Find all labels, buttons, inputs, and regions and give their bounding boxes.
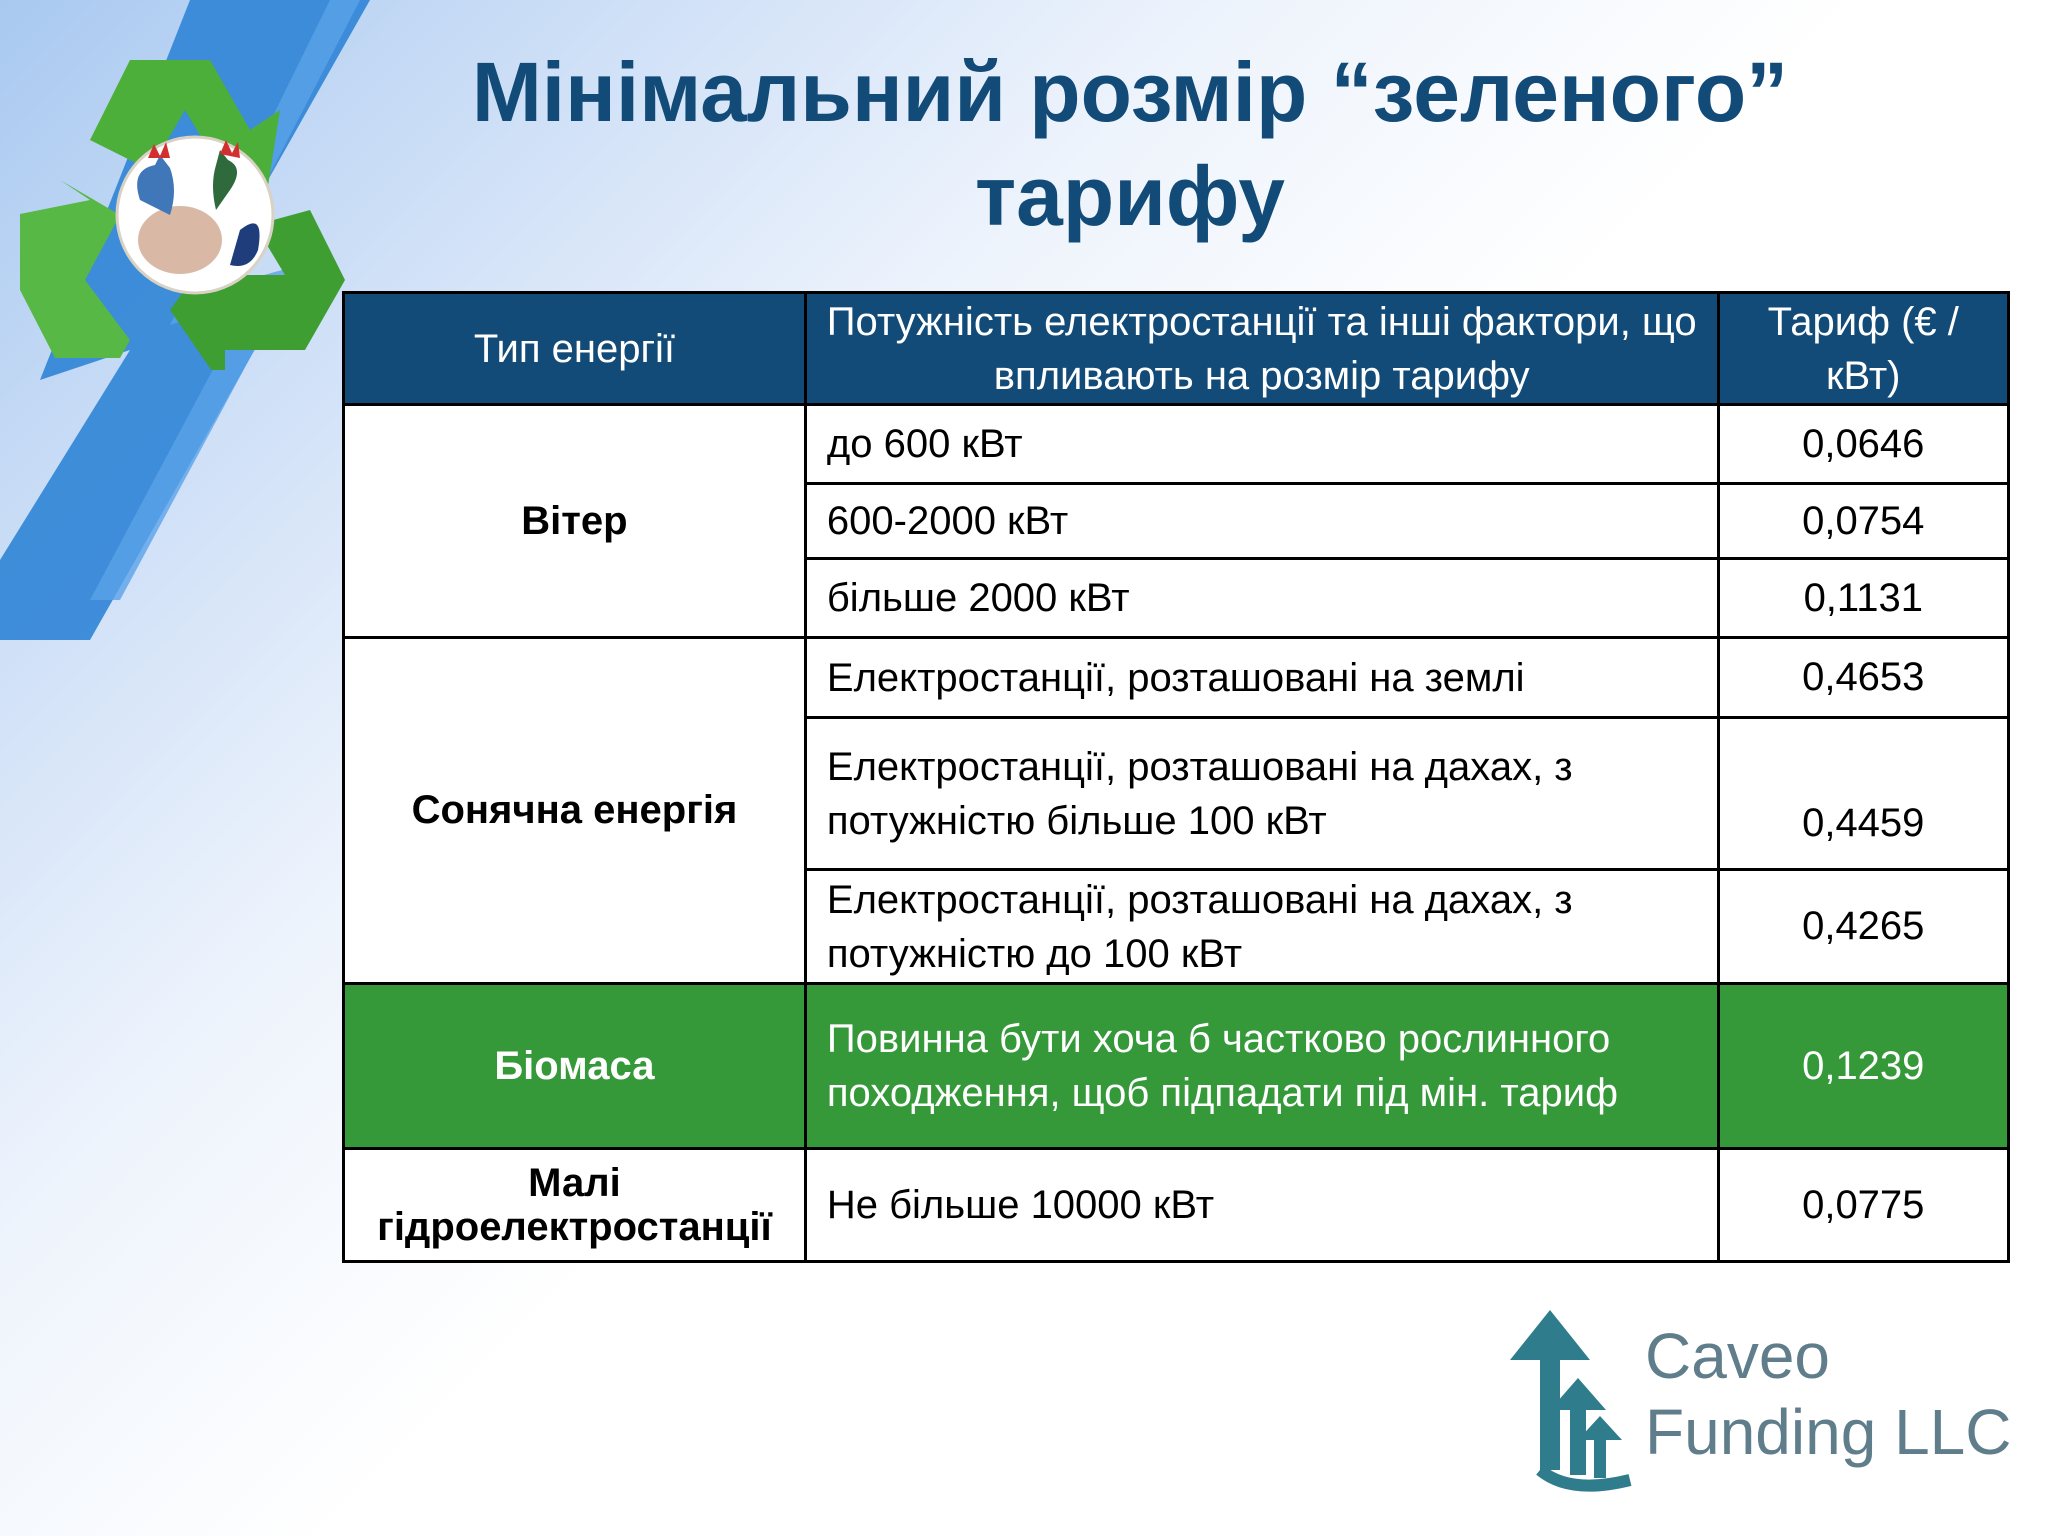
tariff-table [342, 291, 2010, 1263]
table-row-biomass [344, 984, 2009, 1149]
factor-cell: до 600 кВт [805, 405, 1718, 484]
table-row [344, 638, 2009, 718]
factor-cell: Електростанції, розташовані на землі [805, 638, 1718, 718]
header-energy-type: Тип енергії [344, 293, 806, 405]
factor-cell: Повинна бути хоча б частково рослинного походження, щоб підпадати під мін. тариф [805, 984, 1718, 1149]
tariff-cell: 0,1131 [1718, 559, 2009, 638]
table-row [344, 405, 2009, 484]
header-power-factors: Потужність електростанції та інші фактори, що впливають на розмір тарифу [805, 293, 1718, 405]
energy-type-hydro: Малі гідроелектростанції [344, 1149, 806, 1262]
factor-cell: 600-2000 кВт [805, 484, 1718, 559]
tariff-cell: 0,4265 [1718, 870, 2009, 984]
factor-cell: більше 2000 кВт [805, 559, 1718, 638]
energy-type-biomass: Біомаса [344, 984, 806, 1149]
slide-title-line-1: Мінімальний розмір “зеленого” [471, 45, 1789, 139]
factor-cell: Електростанції, розташовані на дахах, з потужністю більше 100 кВт [805, 718, 1718, 870]
factor-cell: Не більше 10000 кВт [805, 1149, 1718, 1262]
tariff-cell: 0,4459 [1718, 718, 2009, 870]
tariff-cell: 0,0646 [1718, 405, 2009, 484]
header-tariff: Тариф (€ / кВт) [1718, 293, 2009, 405]
tariff-cell: 0,1239 [1718, 984, 2009, 1149]
recycle-rooster-logo [20, 40, 350, 370]
tariff-cell: 0,0754 [1718, 484, 2009, 559]
factor-cell: Електростанції, розташовані на дахах, з потужністю до 100 кВт [805, 870, 1718, 984]
slide-title-line-2: тарифу [975, 149, 1285, 243]
energy-type-wind: Вітер [344, 405, 806, 638]
tariff-cell: 0,0775 [1718, 1149, 2009, 1262]
caveo-logo-line-2: Funding LLC [1645, 1396, 2012, 1468]
table-row [344, 1149, 2009, 1262]
table-header-row [344, 293, 2009, 405]
caveo-logo-text [1645, 1318, 2011, 1470]
caveo-logo-line-1: Caveo [1645, 1320, 1830, 1392]
slide-title [340, 40, 1920, 248]
tariff-cell: 0,4653 [1718, 638, 2009, 718]
energy-type-solar: Сонячна енергія [344, 638, 806, 984]
